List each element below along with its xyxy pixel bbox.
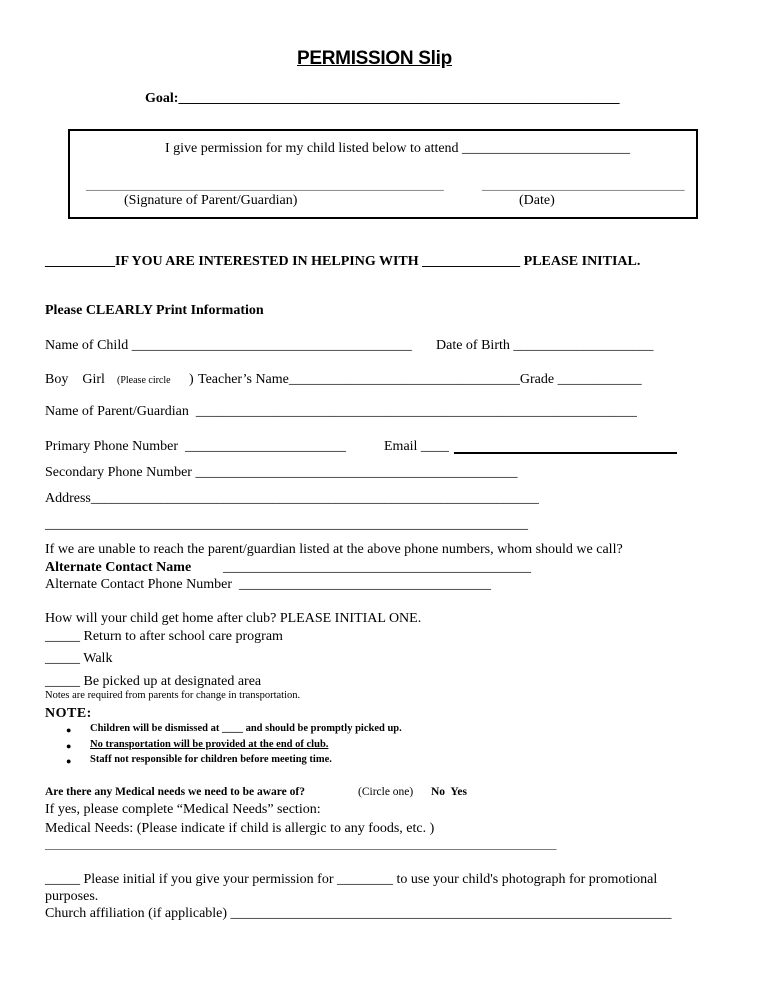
signature-label: (Signature of Parent/Guardian) (124, 193, 298, 208)
church-affiliation-field[interactable]: Church affiliation (if applicable) _______________________________________________________________ (45, 906, 672, 921)
address-field[interactable]: Address________________________________________________________________ (45, 491, 539, 506)
medical-needs-label: Medical Needs: (Please indicate if child is allergic to any foods, etc. ) (45, 821, 435, 836)
transport-notes: Notes are required from parents for change in transportation. (45, 690, 301, 701)
transport-option-aftercare[interactable]: _____ Return to after school care program (45, 629, 283, 644)
date-label: (Date) (519, 193, 555, 208)
page-title: PERMISSION Slip (297, 48, 452, 69)
bullet-icon: ● (66, 725, 72, 735)
transport-option-walk[interactable]: _____ Walk (45, 651, 113, 666)
transport-question: How will your child get home after club? PLEASE INITIAL ONE. (45, 611, 422, 626)
medical-circle-one: (Circle one) (358, 786, 414, 798)
boy-girl-options[interactable]: Boy Girl (45, 372, 105, 387)
helping-initial-line[interactable]: __________IF YOU ARE INTERESTED IN HELPING WITH ______________ PLEASE INITIAL. (45, 254, 641, 269)
date-blank[interactable]: ______________________________ (482, 177, 685, 192)
address-line2-field[interactable]: _____________________________________________________________________ (45, 517, 528, 532)
permission-statement[interactable]: I give permission for my child listed below to attend ________________________ (165, 141, 631, 156)
note-item-staff: Staff not responsible for children before meeting time. (90, 754, 332, 765)
alternate-question: If we are unable to reach the parent/guardian listed at the above phone numbers, whom should we call? (45, 542, 623, 557)
dob-field[interactable]: Date of Birth ____________________ (436, 338, 654, 353)
child-name-field[interactable]: Name of Child ________________________________________ (45, 338, 412, 353)
note-item-dismissal: Children will be dismissed at ____ and should be promptly picked up. (90, 723, 402, 734)
medical-if-yes: If yes, please complete “Medical Needs” section: (45, 802, 321, 817)
goal-field[interactable]: Goal:_______________________________________________________________ (145, 91, 620, 106)
photo-permission-line2: purposes. (45, 889, 99, 904)
medical-question: Are there any Medical needs we need to be aware of? (45, 786, 305, 798)
parent-name-field[interactable]: Name of Parent/Guardian _______________________________________________________________ (45, 404, 637, 419)
circle-hint-close: ) (189, 372, 194, 387)
signature-blank[interactable]: _____________________________________________________ (86, 177, 444, 192)
email-underline (454, 452, 677, 454)
teacher-grade-field[interactable]: Teacher’s Name_________________________________Grade ____________ (198, 372, 642, 387)
email-field[interactable]: Email ____ (384, 439, 449, 454)
note-item-transportation: No transportation will be provided at the end of club. (90, 739, 329, 750)
print-info-heading: Please CLEARLY Print Information (45, 303, 264, 318)
transport-option-pickup[interactable]: _____ Be picked up at designated area (45, 674, 262, 689)
bullet-icon: ● (66, 741, 72, 751)
medical-needs-line[interactable]: _____________________________________________________________________________________________ (45, 839, 557, 851)
medical-no-yes[interactable]: No Yes (431, 786, 467, 798)
alternate-name-label: Alternate Contact Name (45, 560, 192, 575)
photo-permission-line[interactable]: _____ Please initial if you give your permission for ________ to use your child's photograph for promotional (45, 872, 658, 887)
bullet-icon: ● (66, 756, 72, 766)
primary-phone-field[interactable]: Primary Phone Number _______________________ (45, 439, 346, 454)
alternate-phone-field[interactable]: Alternate Contact Phone Number ____________________________________ (45, 577, 492, 592)
circle-hint: (Please circle (117, 375, 171, 386)
secondary-phone-field[interactable]: Secondary Phone Number ______________________________________________ (45, 465, 518, 480)
alternate-name-blank[interactable]: ____________________________________________ (223, 560, 531, 575)
note-heading: NOTE: (45, 706, 92, 721)
